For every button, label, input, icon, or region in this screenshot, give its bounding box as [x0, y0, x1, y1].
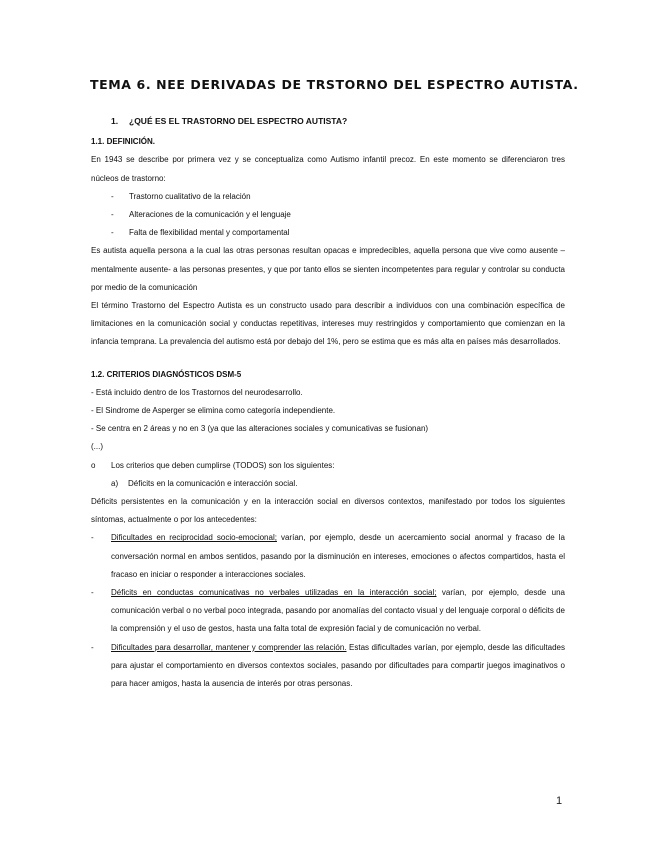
criteria-subheading-text: Déficits en la comunicación e interacción social.	[128, 478, 298, 488]
criteria-intro-text: Los criterios que deben cumplirse (TODOS) son los siguientes:	[111, 460, 335, 470]
list-item: - Trastorno cualitativo de la relación	[91, 188, 565, 206]
paragraph-tea-term: El término Trastorno del Espectro Autista es un constructo usado para describir a individuos con una combinación específica de limitaciones en la comunicación social y conductas repetitivas, intereses muy restringidos y comportamiento que comienzan en la infancia temprana. La prevalencia del autismo está por debajo del 1%, pero se estima que es más alta en países más desarrollados.	[91, 301, 565, 347]
section-heading-text: ¿QUÉ ES EL TRASTORNO DEL ESPECTRO AUTISTA?	[129, 116, 348, 126]
section-number: 1.	[111, 116, 119, 126]
subsection-heading-definition: 1.1. DEFINICIÓN.	[91, 137, 156, 147]
criteria-text: varían, por ejemplo, desde una comunicación verbal o no verbal poco integrada, pasando por anomalías del contacto visual y del lenguaje corporal o déficits de la comprensión y el uso de gestos, hasta una falta total de expresión facial y de comunicación no verbal.	[111, 588, 566, 634]
criteria-intro	[91, 457, 565, 475]
core-disorders-list	[91, 188, 565, 243]
definition-intro: En 1943 se describe por primera vez y se conceptualiza como Autismo infantil precoz. En este momento se diferenciaron tres núcleos de trastorno:	[91, 155, 565, 183]
list-item: - Alteraciones de la comunicación y el lenguaje	[91, 206, 565, 224]
paragraph-autistic-person: Es autista aquella persona a la cual las otras personas resultan opacas e impredecibles, aquella persona que vive como ausente –mentalmente ausente- a las personas presentes, y que por tanto ellos se sienten incompetentes para regular y controlar su conducta por medio de la comunicación	[91, 246, 565, 292]
deficits-paragraph: Déficits persistentes en la comunicación y en la interacción social en diversos contextos, manifestado por todos los siguientes síntomas, actualmente o por los antecedentes:	[91, 497, 565, 525]
criteria-list	[91, 529, 565, 693]
criteria-item	[91, 584, 565, 639]
criteria-label: Déficits en conductas comunicativas no verbales utilizadas en la interacción social;	[111, 588, 437, 598]
dsm-line: - Está incluido dentro de los Trastornos del neurodesarrollo.	[91, 387, 303, 397]
criteria-item	[91, 529, 565, 584]
ellipsis-line: (...)	[91, 442, 103, 452]
list-item: - Falta de flexibilidad mental y comportamental	[91, 224, 565, 242]
page-number: 1	[556, 795, 563, 807]
criteria-label: Dificultades para desarrollar, mantener y comprender las relación.	[111, 642, 347, 652]
criteria-item	[91, 639, 565, 694]
document-body	[91, 112, 565, 693]
bullet-marker: o	[91, 460, 96, 470]
subsection-heading-criteria: 1.2. CRITERIOS DIAGNÓSTICOS DSM-5	[91, 369, 242, 379]
criteria-text: Estas dificultades varían, por ejemplo, desde las dificultades para ajustar el comportamiento en diversos contextos sociales, pasando por dificultades para compartir juegos imaginativos o para hacer amigos, hasta la ausencia de interés por otras personas.	[111, 642, 565, 689]
criteria-text: varían, por ejemplo, desde un acercamiento social anormal y fracaso de la conversación normal en ambos sentidos, pasando por la disminución en intereses, emociones o afectos compartidos, hasta el fracaso en iniciar o responder a interacciones sociales.	[111, 533, 565, 579]
criteria-subheading	[91, 475, 565, 493]
section-heading	[91, 112, 565, 130]
dsm-line: - El Sindrome de Asperger se elimina como categoría independiente.	[91, 406, 336, 416]
document-title: TEMA 6. NEE DERIVADAS DE TRSTORNO DEL ESPECTRO AUTISTA.	[90, 77, 579, 92]
criteria-label: Dificultades en reciprocidad socio-emocional;	[111, 533, 277, 543]
dsm-line: - Se centra en 2 áreas y no en 3 (ya que las alteraciones sociales y comunicativas se fusionan)	[91, 424, 429, 434]
subheading-marker: a)	[111, 478, 119, 488]
